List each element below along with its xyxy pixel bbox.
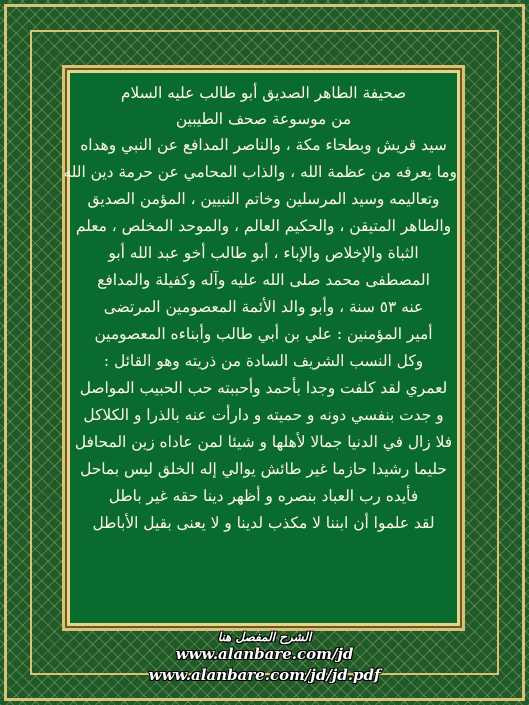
- footer-caption: الشرح المفصل هنا: [217, 630, 312, 644]
- document-subtitle: من موسوعة صحف الطيبين: [175, 110, 352, 128]
- text-line: وما يعرفه من عظمة الله ، والذاب المحامي عن حرمة دين الله: [63, 163, 457, 181]
- document-title: صحيفة الطاهر الصديق أبو طالب عليه السلام: [120, 84, 407, 102]
- text-line: عنه ٥٣ سنة ، وأبو والد الأئمة المعصومين المرتضى: [103, 298, 424, 316]
- text-line: وتعاليمه وسيد المرسلين وخاتم النبيين ، المؤمن الصديق: [87, 190, 440, 208]
- poem-line: لعمري لقد كلفت وجدا بأحمد وأحببته حب الحبيب المواصل: [79, 379, 448, 397]
- poem-line: فلا زال في الدنيا جمالا لأهلها و شيئا لمن عاداه زين المحافل: [74, 433, 453, 451]
- text-line: سيد قريش وبطحاء مكة ، والناصر المدافع عن النبي وهداه: [80, 136, 447, 154]
- text-line: أمير المؤمنين : علي بن أبي طالب وأبناءه المعصومين: [94, 325, 433, 343]
- poem-line: لقد علموا أن ابننا لا مكذب لدينا و لا يعنى بقيل الأباطل: [92, 514, 435, 532]
- poem-line: و جدت بنفسي دونه و حميته و دارأت عنه بالذرا و الكلاكل: [83, 406, 444, 424]
- text-panel: [63, 70, 460, 626]
- text-line: وكل النسب الشريف السادة من ذريته وهو القائل :: [103, 352, 424, 370]
- poem-line: فأيده رب العباد بنصره و أظهر دينا حقه غير باطل: [108, 487, 419, 505]
- footer-link-1[interactable]: www.alanbare.com/jd: [175, 645, 354, 663]
- text-line: المصطفى محمد صلى الله عليه وآله وكفيلة والمدافع: [97, 271, 430, 289]
- text-line: الثباة والإخلاص والإباء ، أبو طالب أخو عبد الله أبو: [108, 244, 419, 262]
- poem-line: حليما رشيدا حازما غير طائش يوالي إله الخلق ليس بماحل: [80, 460, 447, 478]
- footer-link-2[interactable]: www.alanbare.com/jd/jd.pdf: [148, 666, 381, 684]
- text-line: والطاهر المتيقن ، والحكيم العالم ، والموحد المخلص ، معلم: [75, 217, 452, 235]
